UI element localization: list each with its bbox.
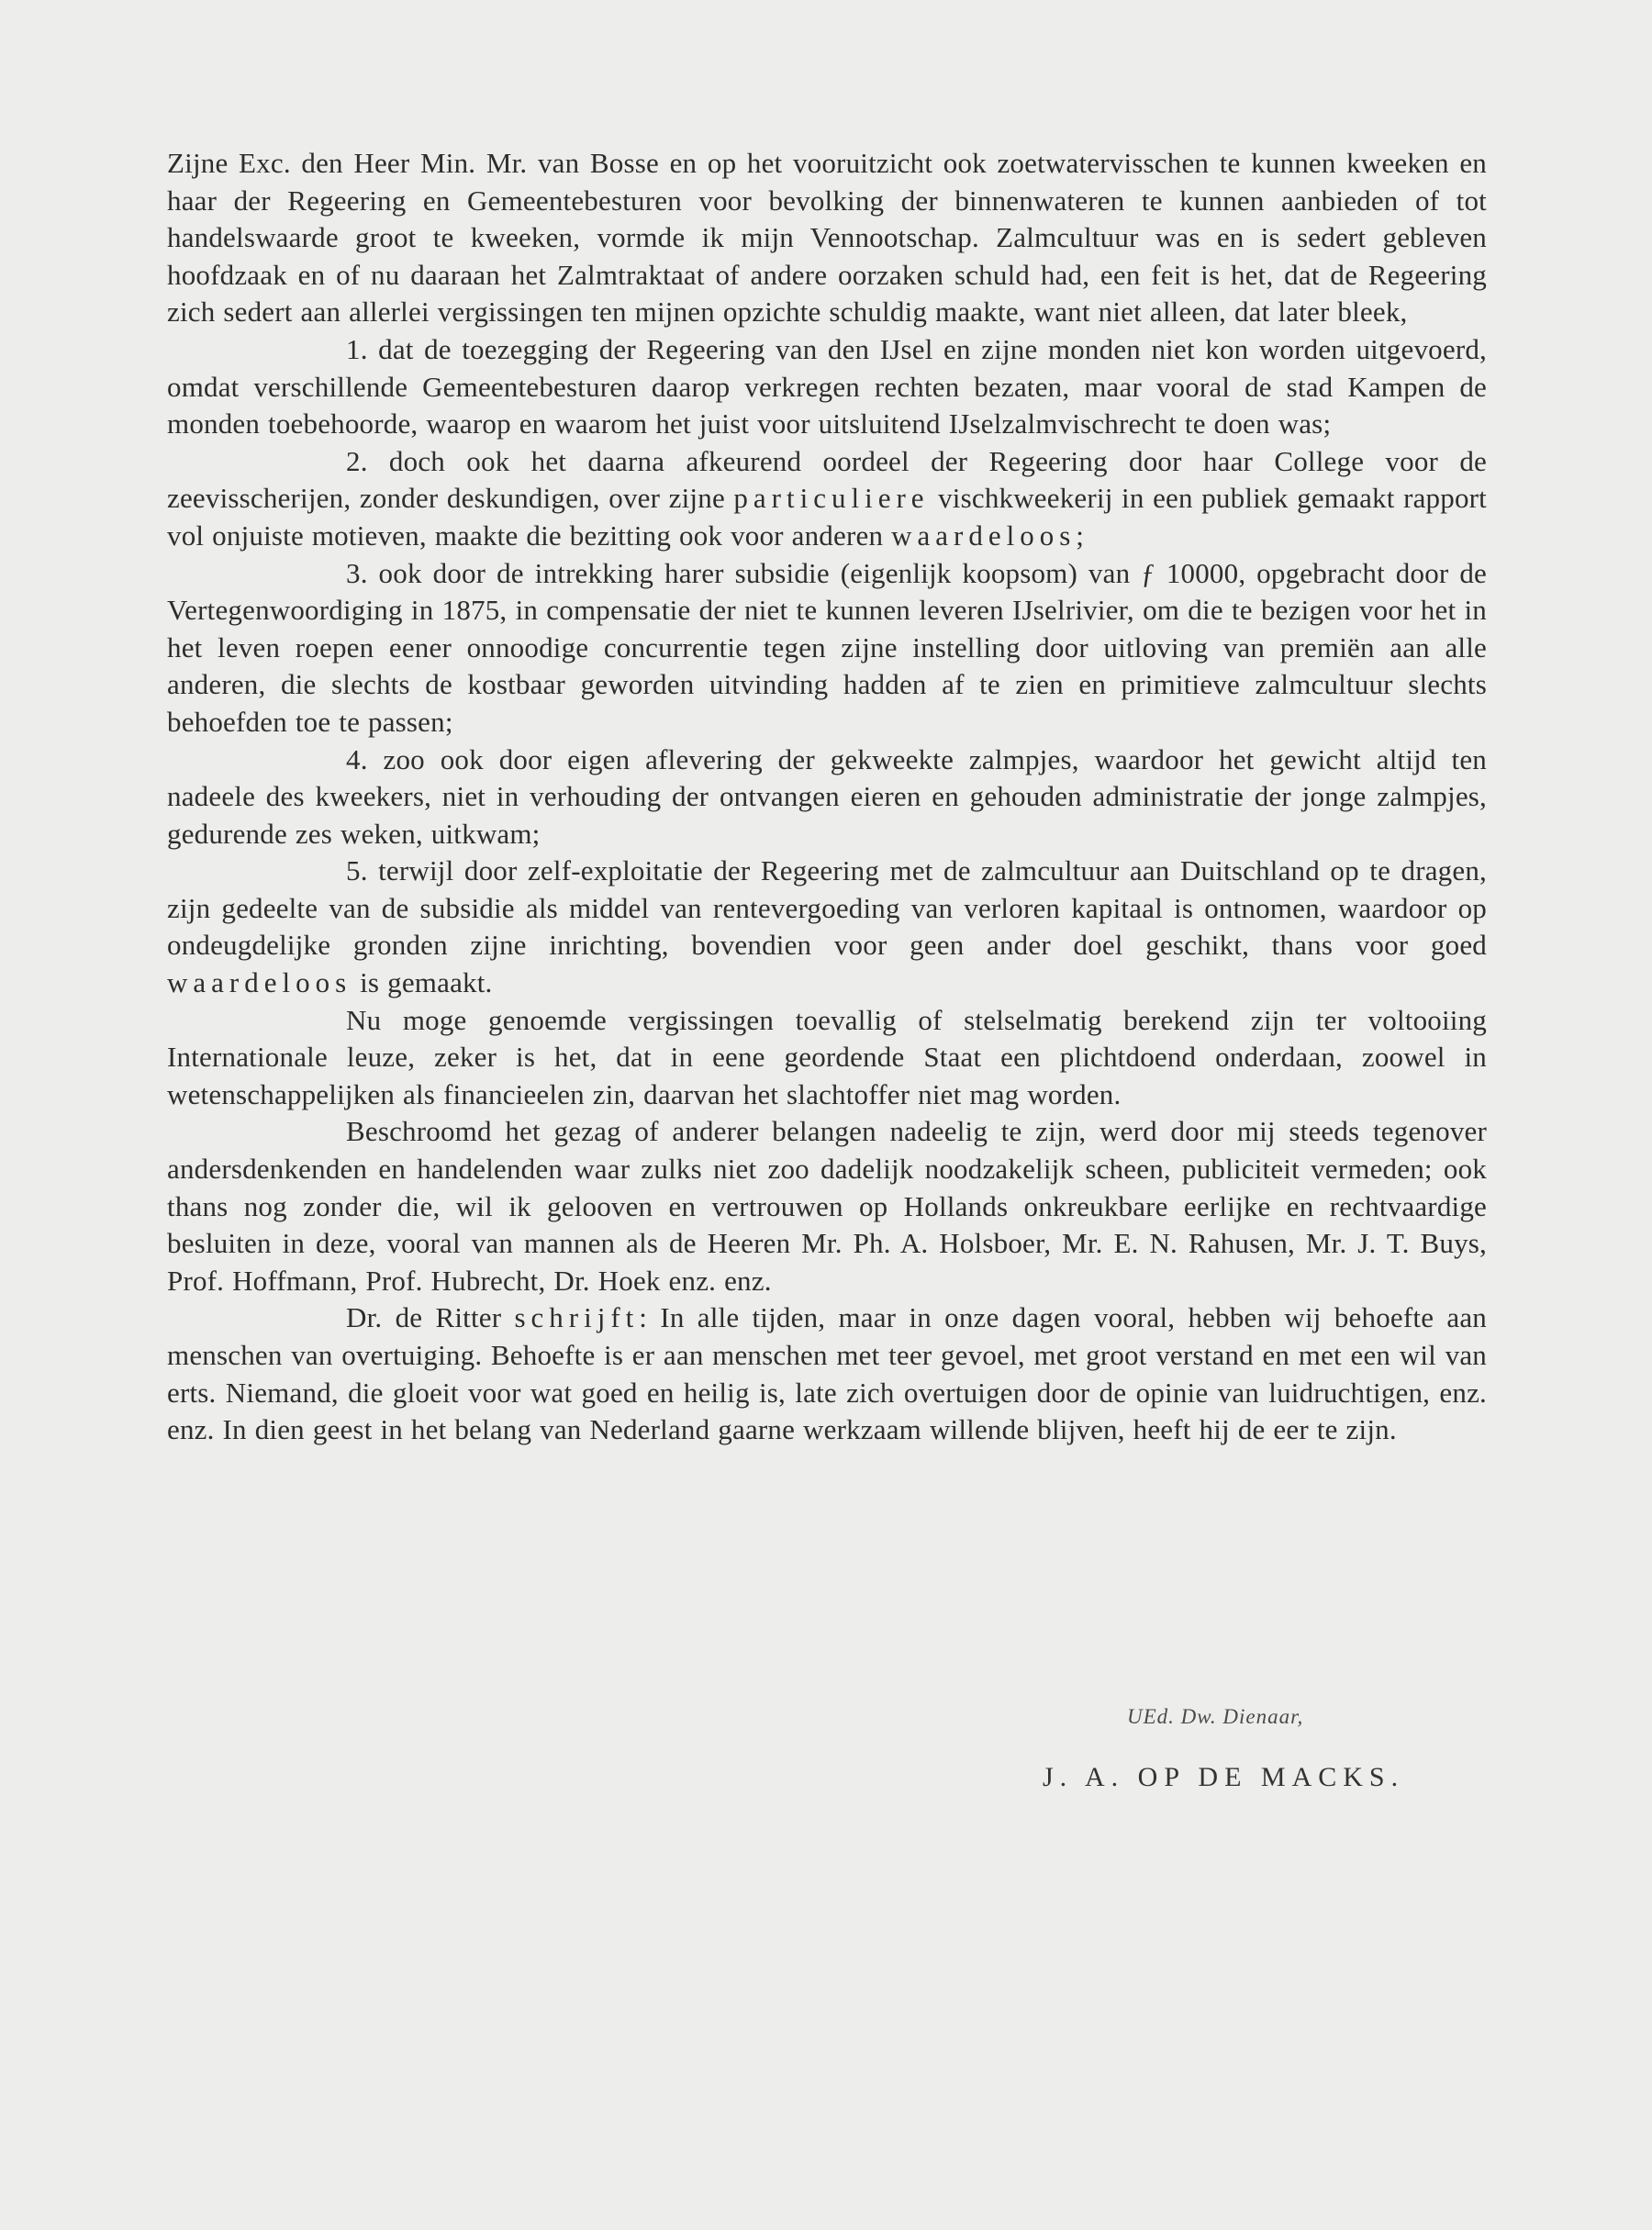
paragraph-quote (167, 1299, 1487, 1448)
emphasis-waardeloos: waardeloos (891, 518, 1077, 552)
signature-name: J. A. OP DE MACKS. (1043, 1762, 1405, 1792)
paragraph-publicity: Beschroomd het gezag of anderer belangen nadeelig te zijn, werd door mij steeds tegenover andersdenkenden en handelenden waar zulks niet zoo dadelijk noodzakelijk scheen, publiciteit vermeden; ook thans nog zonder die, wil ik gelooven en vertrouwen op Hollands onkreukbare eerlijke en rechtvaardige besluiten in deze, vooral van mannen als de Heeren Mr. Ph. A. Holsboer, Mr. E. N. Rahusen, Mr. J. T. Buys, Prof. Hoffmann, Prof. Hubrecht, Dr. Hoek enz. enz. (167, 1115, 1487, 1297)
paragraph-conclusion: Nu moge genoemde vergissingen toevallig of stelselmatig berekend zijn ter voltooiing Internationale leuze, zeker is het, dat in eene geordende Staat een plichtdoend onderdaan, zoowel in wetenschappelijken als financieelen zin, daarvan het slachtoffer niet mag worden. (167, 1003, 1487, 1110)
paragraph-point-2 (167, 443, 1487, 555)
emphasis-waardeloos-2: waardeloos (167, 966, 352, 999)
paragraph-point-2-text: 2. doch ook het daarna afkeurend oordeel der Regeering door haar College voor de zeevisscherijen, zonder deskundigen, over zijne (167, 444, 1487, 515)
paragraph-point-1: 1. dat de toezegging der Regeering van den IJsel en zijne monden niet kon worden uitgevoerd, omdat verschillende Gemeentebesturen daarop verkregen rechten bezaten, maar vooral de stad Kampen de monden toebehoorde, waarop en waarom het juist voor uitsluitend IJselzalmvischrecht te doen was; (167, 332, 1487, 440)
paragraph-point-5-text: 5. terwijl door zelf-exploitatie der Regeering met de zalmcultuur aan Duitschland op te dragen, zijn gedeelte van de subsidie als middel van rentevergoeding van verloren kapitaal is ontnomen, waardoor op ondeugdelijke gronden zijne inrichting, bovendien voor geen ander doel geschikt, thans voor goed (167, 854, 1487, 962)
closing-salutation: UEd. Dw. Dienaar, (1127, 1705, 1304, 1728)
paragraph-point-2-text-cont: vischkweekerij in een publiek gemaakt rapport vol onjuiste motieven, maakte die bezitting ook voor anderen (167, 482, 1487, 552)
paragraph-point-2-end: ; (1076, 518, 1085, 552)
letter-body (167, 145, 1487, 1449)
paragraph-point-4: 4. zoo ook door eigen aflevering der gekweekte zalmpjes, waardoor het gewicht altijd ten nadeele des kweekers, niet in verhouding der ontvangen eieren en gehouden administratie der jonge zalmpjes, gedurende zes weken, uitkwam; (167, 742, 1487, 850)
paragraph-point-3: 3. ook door de intrekking harer subsidie (eigenlijk koopsom) van ƒ 10000, opgebracht door de Vertegenwoordiging in 1875, in compensatie der niet te kunnen leveren IJselrivier, om die te bezigen voor het in het leven roepen eener onnoodige concurrentie tegen zijne instelling door uitloving van premiën aan alle anderen, die slechts de kostbaar geworden uitvinding hadden af te zien en primitieve zalmcultuur slechts behoefden toe te passen; (167, 556, 1487, 738)
paragraph-quote-lead: Dr. de Ritter (346, 1301, 515, 1334)
emphasis-schrijft: schrijft (514, 1301, 640, 1334)
paragraph-point-5-end: is gemaakt. (352, 966, 493, 999)
emphasis-particuliere: particuliere (733, 482, 930, 515)
paragraph-opening: Zijne Exc. den Heer Min. Mr. van Bosse en op het vooruitzicht ook zoetwatervisschen te kunnen kweeken en haar der Regeering en Gemeentebesturen voor bevolking der binnenwateren te kunnen aanbieden of tot handelswaarde groot te kweeken, vormde ik mijn Vennootschap. Zalmcultuur was en is sedert gebleven hoofdzaak en of nu daaraan het Zalmtraktaat of andere oorzaken schuld had, een feit is het, dat de Regeering zich sedert aan allerlei vergissingen ten mijnen opzichte schuldig maakte, want niet alleen, dat later bleek, (167, 147, 1487, 329)
paragraph-quote-text: : In alle tijden, maar in onze dagen vooral, hebben wij behoefte aan menschen van overtuiging. Behoefte is er aan menschen met teer gevoel, met groot verstand en met een wil van erts. Niemand, die gloeit voor wat goed en heilig is, late zich overtuigen door de opinie van luidruchtigen, enz. enz. In dien geest in het belang van Nederland gaarne werkzaam willende blijven, heeft hij de eer te zijn. (167, 1301, 1487, 1446)
paragraph-point-5 (167, 853, 1487, 1001)
